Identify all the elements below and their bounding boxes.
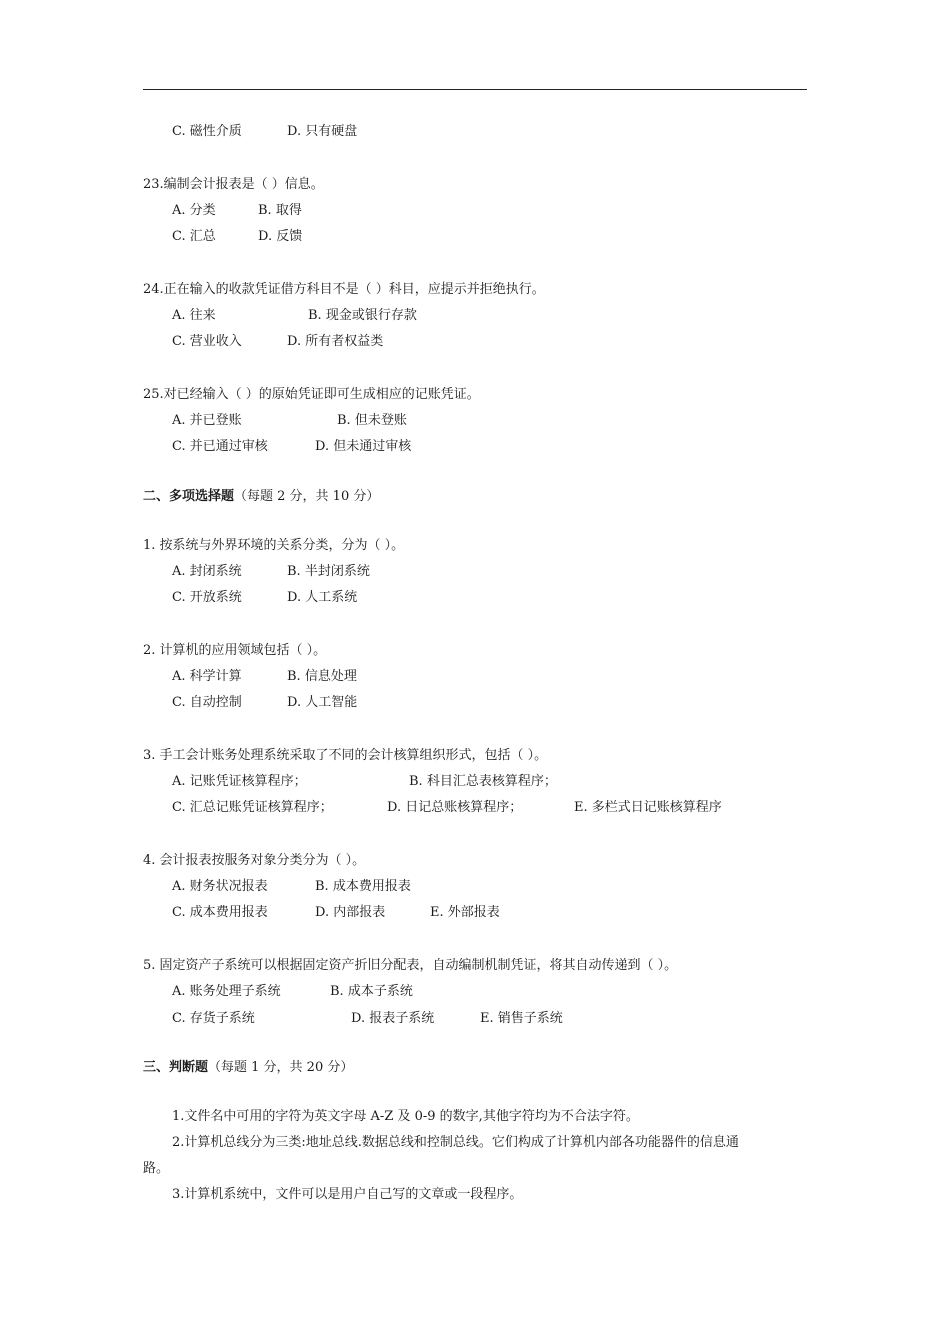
m1-option-d: D. 人工系统 xyxy=(287,590,358,605)
q24-option-b: B. 现金或银行存款 xyxy=(308,308,417,323)
q23-option-b: B. 取得 xyxy=(258,203,302,218)
tf-item-2-line2: 路。 xyxy=(143,1161,170,1176)
section2-note: （每题 2 分，共 10 分） xyxy=(234,489,380,504)
q25-option-a: A. 并已登账 xyxy=(172,413,242,428)
m4-stem: 4. 会计报表按服务对象分类分为（ ）。 xyxy=(143,853,366,868)
m3-option-b: B. 科目汇总表核算程序； xyxy=(409,774,557,789)
q24-option-a: A. 往来 xyxy=(172,308,216,323)
m2-option-c: C. 自动控制 xyxy=(172,695,242,710)
m3-option-e: E. 多栏式日记账核算程序 xyxy=(574,800,722,815)
q23-option-a: A. 分类 xyxy=(172,203,216,218)
section3-heading xyxy=(143,1059,353,1077)
m3-option-c: C. 汇总记账凭证核算程序； xyxy=(172,800,333,815)
m4-option-b: B. 成本费用报表 xyxy=(315,879,411,894)
m1-option-c: C. 开放系统 xyxy=(172,590,242,605)
m5-option-c: C. 存货子系统 xyxy=(172,1011,255,1026)
q25-stem: 25.对已经输入（ ）的原始凭证即可生成相应的记账凭证。 xyxy=(143,387,480,402)
q25-option-b: B. 但未登账 xyxy=(337,413,407,428)
m3-option-a: A. 记账凭证核算程序； xyxy=(172,774,307,789)
m4-option-c: C. 成本费用报表 xyxy=(172,905,268,920)
m3-stem: 3. 手工会计账务处理系统采取了不同的会计核算组织形式，包括（ ）。 xyxy=(143,748,548,763)
section2-heading xyxy=(143,488,379,506)
m2-option-d: D. 人工智能 xyxy=(287,695,358,710)
q22-option-c: C. 磁性介质 xyxy=(172,124,242,139)
m5-stem: 5. 固定资产子系统可以根据固定资产折旧分配表，自动编制机制凭证，将其自动传递到（ ）。 xyxy=(143,958,678,973)
m4-option-d: D. 内部报表 xyxy=(315,905,386,920)
m1-stem: 1. 按系统与外界环境的关系分类，分为（ ）。 xyxy=(143,538,405,553)
q24-stem: 24.正在输入的收款凭证借方科目不是（ ）科目，应提示并拒绝执行。 xyxy=(143,282,545,297)
m5-option-d: D. 报表子系统 xyxy=(351,1011,435,1026)
q25-option-d: D. 但未通过审核 xyxy=(315,439,412,454)
section2-title: 二、多项选择题 xyxy=(143,489,235,504)
m4-option-a: A. 财务状况报表 xyxy=(172,879,268,894)
m5-option-a: A. 账务处理子系统 xyxy=(172,984,281,999)
section3-note: （每题 1 分，共 20 分） xyxy=(208,1060,354,1075)
m2-option-a: A. 科学计算 xyxy=(172,669,242,684)
m3-option-d: D. 日记总账核算程序； xyxy=(387,800,523,815)
q24-option-d: D. 所有者权益类 xyxy=(287,334,384,349)
tf-item-1: 1.文件名中可用的字符为英文字母 A-Z 及 0-9 的数字,其他字符均为不合法字符。 xyxy=(172,1109,639,1124)
tf-item-2-line1: 2.计算机总线分为三类:地址总线.数据总线和控制总线。它们构成了计算机内部各功能器件的信息通 xyxy=(172,1135,739,1150)
m5-option-e: E. 销售子系统 xyxy=(480,1011,563,1026)
q23-option-d: D. 反馈 xyxy=(258,229,303,244)
section3-title: 三、判断题 xyxy=(143,1060,209,1075)
m4-option-e: E. 外部报表 xyxy=(430,905,500,920)
m2-option-b: B. 信息处理 xyxy=(287,669,357,684)
q25-option-c: C. 并已通过审核 xyxy=(172,439,268,454)
m2-stem: 2. 计算机的应用领域包括（ ）。 xyxy=(143,643,327,658)
m1-option-a: A. 封闭系统 xyxy=(172,564,242,579)
header-rule xyxy=(143,89,807,90)
q23-option-c: C. 汇总 xyxy=(172,229,216,244)
tf-item-3: 3.计算机系统中，文件可以是用户自己写的文章或一段程序。 xyxy=(172,1187,523,1202)
q22-option-d: D. 只有硬盘 xyxy=(287,124,358,139)
q24-option-c: C. 营业收入 xyxy=(172,334,242,349)
q23-stem: 23.编制会计报表是（ ）信息。 xyxy=(143,177,324,192)
m5-option-b: B. 成本子系统 xyxy=(330,984,413,999)
m1-option-b: B. 半封闭系统 xyxy=(287,564,370,579)
